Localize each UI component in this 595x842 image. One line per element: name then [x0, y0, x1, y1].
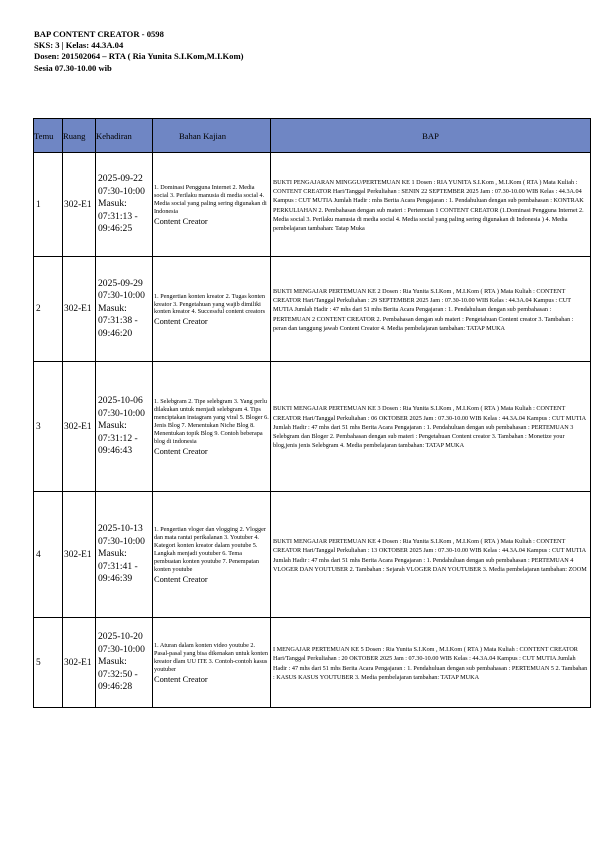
kehadiran-jam: 07:30-10:00 — [98, 407, 145, 419]
kehadiran-jam: 07:30-10:00 — [98, 535, 145, 547]
bahan-kajian-cell — [153, 362, 271, 492]
ruang-cell: 302-E1 — [63, 257, 96, 362]
dosen-line: Dosen: 201502064 – RTA ( Ria Yunita S.I.Kom,M.I.Kom) — [34, 51, 244, 62]
temu-cell: 3 — [34, 362, 63, 492]
temu-cell: 1 — [34, 153, 63, 257]
kehadiran-status: Masuk: — [98, 302, 127, 314]
bahan-kajian-tag: Content Creator — [154, 574, 208, 584]
temu-cell: 4 — [34, 492, 63, 618]
kehadiran-keluar: 09:46:25 — [98, 223, 133, 235]
kehadiran-cell — [96, 618, 153, 708]
table-header-row — [34, 119, 591, 153]
kehadiran-masuk: 07:31:38 - — [98, 315, 138, 327]
bahan-kajian-text: 1. Selebgram 2. Tipe selebgram 3. Yang perlu dilakukan untuk menjadi selebgram 4. Tips menciptakan instagram yang viral 5. Bloger 6. Jenis Blog 7. Menentukan Niche Blog 8. Menentukan topik Blog 9. Contoh beberapa blog di indonesia — [154, 398, 269, 445]
kehadiran-cell — [96, 362, 153, 492]
kehadiran-date: 2025-09-29 — [98, 277, 143, 289]
kehadiran-masuk: 07:31:41 - — [98, 560, 138, 572]
kehadiran-jam: 07:30-10:00 — [98, 643, 145, 655]
bahan-kajian-text: 1. Dominasi Pengguna Internet 2. Media social 3. Perilaku manusia di media social 4. Media social yang paling sering digunakan di Indonesia — [154, 184, 267, 215]
kehadiran-cell — [96, 153, 153, 257]
bap-cell: BUKTI MENGAJAR PERTEMUAN KE 4 Dosen : Ria Yunita S.I.Kom , M.I.Kom ( RTA ) Mata Kuliah : CONTENT CREATOR Hari/Tanggal Perkuliahan : 13 OKTOBER 2025 Jam : 07.30-10.00 WIB Kelas : 44.3A.04 Kampus : CUT MUTIA Jumlah Hadir : 47 mhs dari 51 mhs Berita Acara Pengajaran : 1. Pendahuluan dengan sub pembahasan : PERTEMUAN 4 VLOGER DAN YOUTUBER 2. Tambahan : Sejarah VLOGER DAN YOUTUBER 3. Media pembelajaran tambahan: ZOOM — [271, 492, 591, 618]
bap-table — [33, 118, 591, 708]
header-bap: BAP — [271, 119, 591, 153]
table-row — [34, 153, 591, 257]
bahan-kajian-cell — [153, 492, 271, 618]
kehadiran-keluar: 09:46:39 — [98, 573, 133, 585]
kehadiran-status: Masuk: — [98, 548, 127, 560]
bahan-kajian-tag: Content Creator — [154, 216, 208, 226]
bahan-kajian-tag: Content Creator — [154, 317, 208, 327]
kehadiran-status: Masuk: — [98, 656, 127, 668]
kehadiran-status: Masuk: — [98, 198, 127, 210]
bahan-kajian-cell — [153, 618, 271, 708]
kehadiran-date: 2025-10-20 — [98, 631, 143, 643]
bahan-kajian-tag: Content Creator — [154, 446, 208, 456]
bahan-kajian-cell — [153, 153, 271, 257]
document-header — [34, 29, 243, 74]
table-row — [34, 257, 591, 362]
bahan-kajian-text: 1. Pengertian konten kreator 2. Tugas konten kreator 3. Pengetahuan yang wajib dimiliki konten kreator 4. Successful content creators — [154, 292, 266, 316]
ruang-cell: 302-E1 — [63, 153, 96, 257]
temu-cell: 2 — [34, 257, 63, 362]
bahan-kajian-cell — [153, 257, 271, 362]
header-kehadiran: Kehadiran — [96, 119, 153, 153]
ruang-cell: 302-E1 — [63, 618, 96, 708]
bahan-kajian-tag: Content Creator — [154, 674, 208, 684]
kehadiran-date: 2025-10-13 — [98, 523, 143, 535]
kehadiran-status: Masuk: — [98, 420, 127, 432]
kehadiran-masuk: 07:32:50 - — [98, 668, 138, 680]
kehadiran-keluar: 09:46:20 — [98, 327, 133, 339]
bap-cell: BUKTI MENGAJAR PERTEMUAN KE 2 Dosen : Ria Yunita S.I.Kom , M.I.Kom ( RTA ) Mata Kuliah : CONTENT CREATOR Hari/Tanggal Perkuliahan : 29 SEPTEMBER 2025 Jam : 07.30-10.00 WIB Kelas : 44.3A.04 Kampus : CUT MUTIA Jumlah Hadir : 47 mhs dari 51 mhs Berita Acara Pengajaran : 1. Pendahuluan dengan sub pembahasan : PERTEMUAN 2 CONTENT CREATOR 2. Pembahasan dengan sub materi : Pengetahuan Content creator 3. Tambahan : peran dan tanggung jawab Content Creator 4. Media pembelajaran tambahan: TATAP MUKA — [271, 257, 591, 362]
kehadiran-date: 2025-10-06 — [98, 395, 143, 407]
header-bahan-kajian: Bahan Kajian — [153, 119, 271, 153]
kehadiran-keluar: 09:46:43 — [98, 445, 133, 457]
bap-cell: BUKTI PENGAJARAN MINGGU/PERTEMUAN KE 1 Dosen : RIA YUNITA S.I.Kom , M.I.Kom ( RTA ) Mata Kuliah : CONTENT CREATOR Hari/Tanggal Perkuliahan : SENIN 22 SEPTEMBER 2025 Jam : 07.30-10.00 WIB Kelas : 44.3A.04 Kampus : CUT MUTIA Jumlah Hadir : mhs Berita Acara Pengajaran : 1. Pendahuluan dengan sub pembahasan : KONTRAK PERKULIAHAN 2. Pembahasan dengan sub materi : Pertemuan 1 CONTENT CREATOR (1.Dominasi Pengguna Internet 2. Media social 3. Perilaku manusia di media social 4. Media social yang paling sering digunakan di Indonesia ) 4. Media pembelajaran tambahan: Tatap Muka — [271, 153, 591, 257]
bap-cell: BUKTI MENGAJAR PERTEMUAN KE 3 Dosen : Ria Yunita S.I.Kom , M.I.Kom ( RTA ) Mata Kuliah : CONTENT CREATOR Hari/Tanggal Perkuliahan : 06 OKTOBER 2025 Jam : 07.30-10.00 WIB Kelas : 44.3A.04 Kampus : CUT MUTIA Jumlah Hadir : 47 mhs dari 51 mhs Berita Acara Pengajaran : 1. Pendahuluan dengan sub pembahasan : PERTEMUAN 3 Selebgram dan Bloger 2. Pembahasan dengan sub materi : Pengetahuan Content creator 3. Tambahan : Monetize your blog,jenis jenis Selebgram 4. Media pembelajaran tambahan: TATAP MUKA — [271, 362, 591, 492]
kehadiran-date: 2025-09-22 — [98, 173, 143, 185]
kehadiran-jam: 07:30-10:00 — [98, 290, 145, 302]
ruang-cell: 302-E1 — [63, 362, 96, 492]
ruang-cell: 302-E1 — [63, 492, 96, 618]
kehadiran-cell — [96, 492, 153, 618]
kehadiran-cell — [96, 257, 153, 362]
bap-cell: I MENGAJAR PERTEMUAN KE 5 Dosen : Ria Yunita S.I.Kom , M.I.Kom ( RTA ) Mata Kuliah : CONTENT CREATOR Hari/Tanggal Perkuliahan : 20 OKTOBER 2025 Jam : 07.30-10.00 WIB Kelas : 44.3A.04 Kampus : CUT MUTIA Jumlah Hadir : 47 mhs dari 51 mhs Berita Acara Pengajaran : 1. Pendahuluan dengan sub pembahasan : PERTEMUAN 5 2. Tambahan : KASUS KASUS YOUTUBER 3. Media pembelajaran tambahan: TATAP MUKA — [271, 618, 591, 708]
table-row — [34, 618, 591, 708]
kehadiran-masuk: 07:31:13 - — [98, 210, 138, 222]
kehadiran-jam: 07:30-10:00 — [98, 185, 145, 197]
sesi-line: Sesia 07.30-10.00 wib — [34, 62, 112, 73]
header-ruang: Ruang — [63, 119, 96, 153]
bahan-kajian-text: 1. Pengertian vloger dan vlogging 2. Vlogger dan mata rantai perikalanan 3. Youtuber 4. Kategori konten kreator dalam youtube 5. Langkah menjadi youtuber 6. Tema pembuatan konten youtube 7. Penempatan konten youtube — [154, 526, 266, 573]
table-row — [34, 492, 591, 618]
kehadiran-masuk: 07:31:12 - — [98, 432, 138, 444]
table-row — [34, 362, 591, 492]
bahan-kajian-text: 1. Aturan dalam konten video youtube 2. Pasal-pasal yang bisa dikenakan untuk konten kreator dlam UU ITE 3. Contoh-contoh kasus youtuber — [154, 642, 268, 673]
kehadiran-keluar: 09:46:28 — [98, 681, 133, 693]
temu-cell: 5 — [34, 618, 63, 708]
header-temu: Temu — [34, 119, 63, 153]
sks-kelas-line: SKS: 3 | Kelas: 44.3A.04 — [34, 40, 124, 51]
document-title: BAP CONTENT CREATOR - 0598 — [34, 29, 164, 39]
